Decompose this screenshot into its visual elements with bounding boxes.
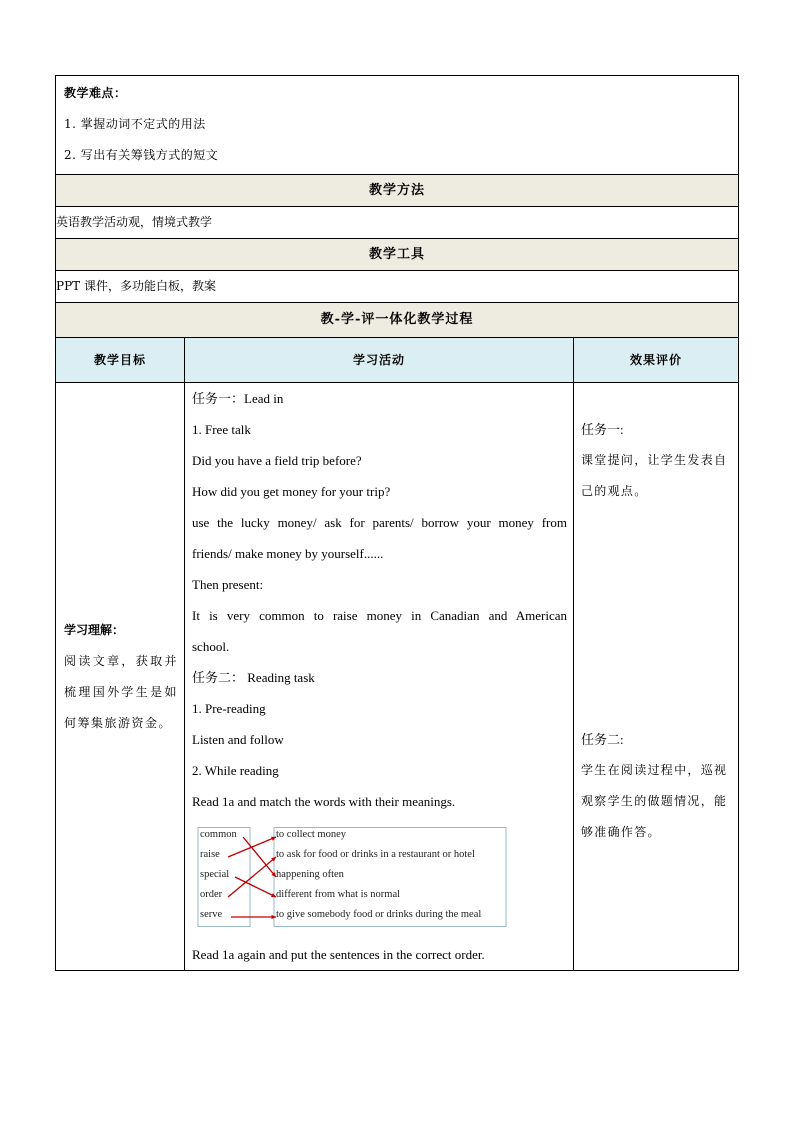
matching-meaning: to ask for food or drinks in a restaurant or hotel xyxy=(276,849,475,860)
while-reading: 2. While reading xyxy=(192,763,279,778)
lesson-plan-page xyxy=(55,75,738,971)
goal-cell xyxy=(56,383,185,971)
matching-meaning: to collect money xyxy=(276,829,346,840)
process-header-row xyxy=(56,303,739,338)
matching-word: serve xyxy=(200,909,223,920)
matching-word: order xyxy=(200,889,223,900)
matching-meaning: to give somebody food or drinks during the meal xyxy=(276,909,482,920)
method-header-row xyxy=(56,175,739,207)
question-1: Did you have a field trip before? xyxy=(192,453,362,468)
difficulty-item-1: 1. 掌握动词不定式的用法 xyxy=(64,117,206,131)
goal-title: 学习理解： xyxy=(64,622,125,637)
evaluation-task1-text: 课堂提问，让学生发表自己的观点。 xyxy=(581,453,728,498)
evaluation-task2-text: 学生在阅读过程中，巡视观察学生的做题情况，能够准确作答。 xyxy=(581,763,728,839)
answers-line-2: friends/ make money by yourself...... xyxy=(192,546,384,561)
matching-line xyxy=(235,877,276,897)
tools-content-row xyxy=(56,271,739,303)
lesson-plan-table xyxy=(55,75,739,971)
column-header-goal: 教学目标 xyxy=(56,338,185,383)
answers-line-1: use the lucky money/ ask for parents/ borrow your money from xyxy=(192,515,567,530)
pre-reading: 1. Pre-reading xyxy=(192,701,266,716)
difficulties-row xyxy=(56,76,739,175)
activity-cell xyxy=(185,383,574,971)
method-content: 英语教学活动观，情境式教学 xyxy=(56,207,739,239)
present-line-1: It is very common to raise money in Canadian and American xyxy=(192,608,567,623)
method-title: 教学方法 xyxy=(56,175,739,207)
tools-title: 教学工具 xyxy=(56,239,739,271)
matching-word: common xyxy=(200,829,237,840)
process-content-row xyxy=(56,383,739,971)
column-header-row xyxy=(56,338,739,383)
difficulties-title: 教学难点： xyxy=(64,86,127,100)
task1-title: 任务一：Lead in xyxy=(192,391,284,406)
column-header-activity: 学习活动 xyxy=(185,338,574,383)
goal-text: 阅读文章，获取并梳理国外学生是如何筹集旅游资金。 xyxy=(64,653,178,730)
read-order-instruction: Read 1a again and put the sentences in the correct order. xyxy=(192,947,485,962)
method-content-row xyxy=(56,207,739,239)
listen-follow: Listen and follow xyxy=(192,732,284,747)
tools-content: PPT 课件，多功能白板，教案 xyxy=(56,271,739,303)
evaluation-task2-label: 任务二: xyxy=(581,732,624,747)
matching-meaning: different from what is normal xyxy=(276,889,401,900)
question-2: How did you get money for your trip? xyxy=(192,484,391,499)
evaluation-task1-label: 任务一: xyxy=(581,422,624,437)
free-talk: 1. Free talk xyxy=(192,422,251,437)
process-title: 教-学-评一体化教学过程 xyxy=(56,303,739,338)
tools-header-row xyxy=(56,239,739,271)
matching-exercise-image xyxy=(195,827,567,927)
then-present: Then present: xyxy=(192,577,264,592)
matching-word: special xyxy=(200,869,230,880)
matching-line xyxy=(228,837,276,857)
read-match-instruction: Read 1a and match the words with their meanings. xyxy=(192,794,456,809)
task2-title: 任务二： Reading task xyxy=(192,670,315,685)
matching-word: raise xyxy=(200,849,220,860)
matching-meaning: happening often xyxy=(276,869,344,880)
present-line-2: school. xyxy=(192,639,230,654)
difficulty-item-2: 2. 写出有关筹钱方式的短文 xyxy=(64,148,219,162)
column-header-evaluation: 效果评价 xyxy=(574,338,739,383)
evaluation-cell xyxy=(574,383,739,971)
